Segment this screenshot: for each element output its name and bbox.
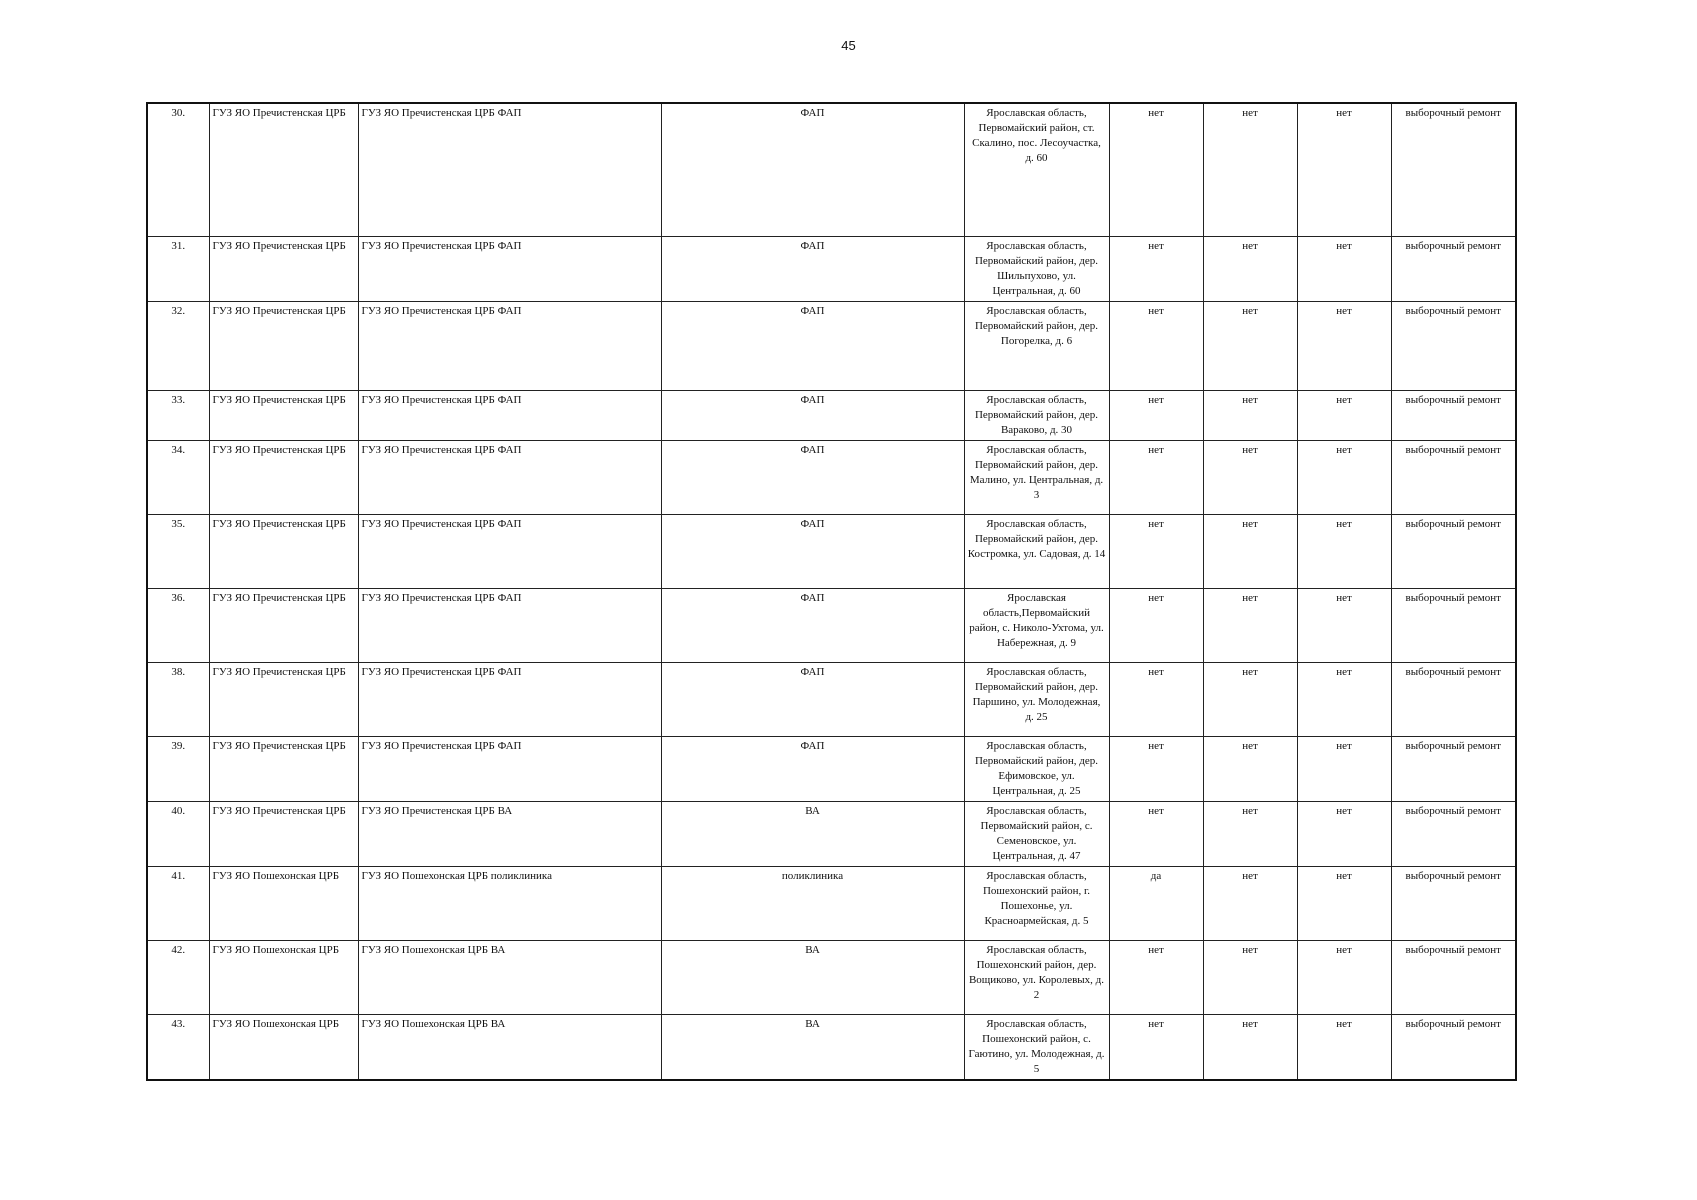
flag-column-1: нет — [1109, 390, 1203, 440]
organization-name: ГУЗ ЯО Пошехонская ЦРБ — [209, 940, 358, 1014]
flag-column-3: нет — [1297, 440, 1391, 514]
organization-name: ГУЗ ЯО Пречистенская ЦРБ — [209, 103, 358, 236]
organization-name: ГУЗ ЯО Пречистенская ЦРБ — [209, 736, 358, 801]
facility-type: ФАП — [661, 514, 964, 588]
flag-column-3: нет — [1297, 801, 1391, 866]
flag-column-3: нет — [1297, 301, 1391, 390]
flag-column-2: нет — [1203, 1014, 1297, 1080]
facility-type: ФАП — [661, 103, 964, 236]
row-number: 40. — [147, 801, 209, 866]
flag-column-2: нет — [1203, 514, 1297, 588]
flag-column-2: нет — [1203, 662, 1297, 736]
flag-column-1: нет — [1109, 1014, 1203, 1080]
flag-column-1: нет — [1109, 103, 1203, 236]
facility-address: Ярославская область, Первомайский район, дер. Паршино, ул. Молодежная, д. 25 — [964, 662, 1109, 736]
row-number: 41. — [147, 866, 209, 940]
facility-type: ФАП — [661, 390, 964, 440]
row-number: 43. — [147, 1014, 209, 1080]
facility-name: ГУЗ ЯО Пречистенская ЦРБ ФАП — [358, 390, 661, 440]
facility-name: ГУЗ ЯО Пречистенская ЦРБ ФАП — [358, 301, 661, 390]
facility-address: Ярославская область, Первомайский район, дер. Костромка, ул. Садовая, д. 14 — [964, 514, 1109, 588]
facility-type: ВА — [661, 801, 964, 866]
facility-name: ГУЗ ЯО Пречистенская ЦРБ ФАП — [358, 514, 661, 588]
table-row — [147, 301, 1516, 390]
flag-column-2: нет — [1203, 103, 1297, 236]
facility-name: ГУЗ ЯО Пречистенская ЦРБ ФАП — [358, 236, 661, 301]
row-number: 42. — [147, 940, 209, 1014]
work-type: выборочный ремонт — [1391, 940, 1516, 1014]
work-type: выборочный ремонт — [1391, 301, 1516, 390]
flag-column-2: нет — [1203, 736, 1297, 801]
row-number: 31. — [147, 236, 209, 301]
flag-column-2: нет — [1203, 588, 1297, 662]
facility-type: ВА — [661, 1014, 964, 1080]
flag-column-1: нет — [1109, 301, 1203, 390]
work-type: выборочный ремонт — [1391, 440, 1516, 514]
facility-name: ГУЗ ЯО Пречистенская ЦРБ ФАП — [358, 662, 661, 736]
organization-name: ГУЗ ЯО Пошехонская ЦРБ — [209, 1014, 358, 1080]
table-row — [147, 390, 1516, 440]
facility-address: Ярославская область, Первомайский район, дер. Шильпухово, ул. Центральная, д. 60 — [964, 236, 1109, 301]
organization-name: ГУЗ ЯО Пошехонская ЦРБ — [209, 866, 358, 940]
organization-name: ГУЗ ЯО Пречистенская ЦРБ — [209, 514, 358, 588]
facility-type: ФАП — [661, 440, 964, 514]
facility-type: ФАП — [661, 588, 964, 662]
organization-name: ГУЗ ЯО Пречистенская ЦРБ — [209, 236, 358, 301]
table-row — [147, 662, 1516, 736]
facility-type: ВА — [661, 940, 964, 1014]
flag-column-3: нет — [1297, 940, 1391, 1014]
table-row — [147, 236, 1516, 301]
row-number: 34. — [147, 440, 209, 514]
flag-column-3: нет — [1297, 514, 1391, 588]
facility-address: Ярославская область, Пошехонский район, дер. Вощиково, ул. Королевых, д. 2 — [964, 940, 1109, 1014]
facility-address: Ярославская область, Пошехонский район, с. Гаютино, ул. Молодежная, д. 5 — [964, 1014, 1109, 1080]
table-row — [147, 736, 1516, 801]
flag-column-1: нет — [1109, 440, 1203, 514]
table-row — [147, 103, 1516, 236]
row-number: 39. — [147, 736, 209, 801]
work-type: выборочный ремонт — [1391, 1014, 1516, 1080]
table-row — [147, 440, 1516, 514]
flag-column-1: нет — [1109, 801, 1203, 866]
organization-name: ГУЗ ЯО Пречистенская ЦРБ — [209, 588, 358, 662]
flag-column-2: нет — [1203, 940, 1297, 1014]
facility-address: Ярославская область, Первомайский район, дер. Погорелка, д. 6 — [964, 301, 1109, 390]
organization-name: ГУЗ ЯО Пречистенская ЦРБ — [209, 801, 358, 866]
flag-column-3: нет — [1297, 1014, 1391, 1080]
flag-column-1: нет — [1109, 662, 1203, 736]
flag-column-3: нет — [1297, 103, 1391, 236]
row-number: 35. — [147, 514, 209, 588]
facility-name: ГУЗ ЯО Пречистенская ЦРБ ФАП — [358, 103, 661, 236]
table-row — [147, 1014, 1516, 1080]
work-type: выборочный ремонт — [1391, 236, 1516, 301]
flag-column-1: нет — [1109, 940, 1203, 1014]
row-number: 36. — [147, 588, 209, 662]
table-row — [147, 514, 1516, 588]
facility-name: ГУЗ ЯО Пречистенская ЦРБ ФАП — [358, 588, 661, 662]
facility-name: ГУЗ ЯО Пошехонская ЦРБ поликлиника — [358, 866, 661, 940]
flag-column-2: нет — [1203, 440, 1297, 514]
row-number: 32. — [147, 301, 209, 390]
facility-name: ГУЗ ЯО Пошехонская ЦРБ ВА — [358, 940, 661, 1014]
facility-type: ФАП — [661, 662, 964, 736]
facility-address: Ярославская область, Первомайский район, ст. Скалино, пос. Лесоучастка, д. 60 — [964, 103, 1109, 236]
work-type: выборочный ремонт — [1391, 662, 1516, 736]
flag-column-3: нет — [1297, 662, 1391, 736]
flag-column-1: нет — [1109, 736, 1203, 801]
row-number: 38. — [147, 662, 209, 736]
facility-address: Ярославская область, Первомайский район, дер. Вараково, д. 30 — [964, 390, 1109, 440]
facility-address: Ярославская область, Первомайский район, дер. Малино, ул. Центральная, д. 3 — [964, 440, 1109, 514]
table-row — [147, 940, 1516, 1014]
flag-column-1: нет — [1109, 514, 1203, 588]
row-number: 33. — [147, 390, 209, 440]
organization-name: ГУЗ ЯО Пречистенская ЦРБ — [209, 440, 358, 514]
facility-address: Ярославская область, Первомайский район, дер. Ефимовское, ул. Центральная, д. 25 — [964, 736, 1109, 801]
facility-name: ГУЗ ЯО Пречистенская ЦРБ ВА — [358, 801, 661, 866]
flag-column-1: нет — [1109, 588, 1203, 662]
flag-column-3: нет — [1297, 736, 1391, 801]
flag-column-1: да — [1109, 866, 1203, 940]
facility-name: ГУЗ ЯО Пречистенская ЦРБ ФАП — [358, 440, 661, 514]
work-type: выборочный ремонт — [1391, 588, 1516, 662]
table-row — [147, 866, 1516, 940]
flag-column-3: нет — [1297, 236, 1391, 301]
flag-column-2: нет — [1203, 866, 1297, 940]
table-row — [147, 801, 1516, 866]
facility-type: ФАП — [661, 301, 964, 390]
facility-type: ФАП — [661, 236, 964, 301]
flag-column-2: нет — [1203, 801, 1297, 866]
page-number: 45 — [841, 38, 856, 53]
table-row — [147, 588, 1516, 662]
facility-type: ФАП — [661, 736, 964, 801]
row-number: 30. — [147, 103, 209, 236]
organization-name: ГУЗ ЯО Пречистенская ЦРБ — [209, 301, 358, 390]
flag-column-3: нет — [1297, 390, 1391, 440]
flag-column-3: нет — [1297, 866, 1391, 940]
work-type: выборочный ремонт — [1391, 390, 1516, 440]
flag-column-2: нет — [1203, 390, 1297, 440]
organization-name: ГУЗ ЯО Пречистенская ЦРБ — [209, 662, 358, 736]
facility-address: Ярославская область,Первомайский район, с. Николо-Ухтома, ул. Набережная, д. 9 — [964, 588, 1109, 662]
facility-address: Ярославская область, Первомайский район, с. Семеновское, ул. Центральная, д. 47 — [964, 801, 1109, 866]
facility-name: ГУЗ ЯО Пошехонская ЦРБ ВА — [358, 1014, 661, 1080]
facility-name: ГУЗ ЯО Пречистенская ЦРБ ФАП — [358, 736, 661, 801]
facility-address: Ярославская область, Пошехонский район, г. Пошехонье, ул. Красноармейская, д. 5 — [964, 866, 1109, 940]
facilities-table — [146, 102, 1517, 1081]
flag-column-2: нет — [1203, 236, 1297, 301]
work-type: выборочный ремонт — [1391, 103, 1516, 236]
work-type: выборочный ремонт — [1391, 866, 1516, 940]
flag-column-1: нет — [1109, 236, 1203, 301]
flag-column-2: нет — [1203, 301, 1297, 390]
work-type: выборочный ремонт — [1391, 801, 1516, 866]
flag-column-3: нет — [1297, 588, 1391, 662]
table-body — [147, 103, 1516, 1080]
organization-name: ГУЗ ЯО Пречистенская ЦРБ — [209, 390, 358, 440]
work-type: выборочный ремонт — [1391, 514, 1516, 588]
work-type: выборочный ремонт — [1391, 736, 1516, 801]
facility-type: поликлиника — [661, 866, 964, 940]
